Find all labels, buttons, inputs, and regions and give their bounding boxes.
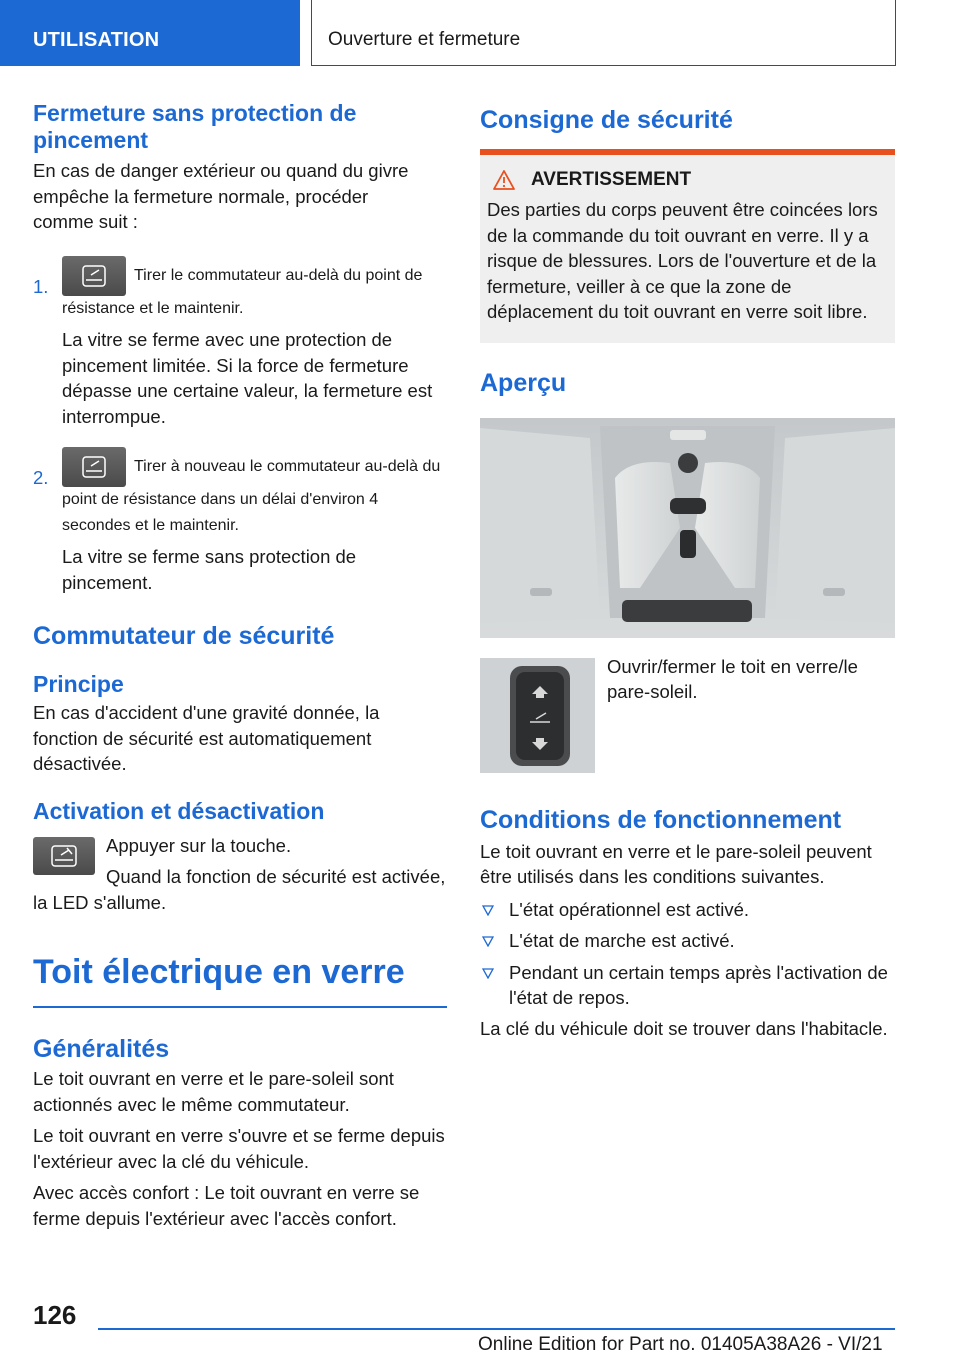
warning-title: AVERTISSEMENT <box>531 169 692 190</box>
step-text: Tirer le commutateur au-delà du point de résistance et le maintenir. <box>62 266 423 317</box>
chapter-heading-toit: Toit électrique en verre <box>33 953 405 991</box>
paragraph-generalites-3: Avec accès confort : Le toit ouvrant en verre se ferme depuis l'extérieur avec l'accès confort. <box>33 1182 420 1229</box>
footer-rule <box>98 1328 895 1330</box>
left-column <box>33 100 447 1231</box>
triangle-bullet-icon <box>482 905 494 916</box>
chapter-rule <box>33 1006 447 1008</box>
step-result: La vitre se ferme avec une protection de pincement limitée. Si la force de fermeture dépasse une certaine valeur, la fermeture est interrompue. <box>62 329 433 427</box>
heading-consigne-securite: Consigne de sécurité <box>480 106 733 134</box>
triangle-bullet-icon <box>482 936 494 947</box>
roof-switch-photo <box>480 658 595 773</box>
step-text: Tirer à nouveau le commutateur au-delà du point de résistance dans un délai d'environ 4 secondes et le maintenir. <box>62 458 441 534</box>
step-2 <box>33 447 447 595</box>
triangle-bullet-icon <box>482 968 494 979</box>
edition-note: Online Edition for Part no. 01405A38A26 - VI/21 <box>478 1334 883 1355</box>
paragraph-conditions: Le toit ouvrant en verre et le pare-soleil peuvent être utilisés dans les conditions suivantes. <box>480 840 872 887</box>
section-tab: UTILISATION <box>0 0 300 66</box>
heading-apercu: Aperçu <box>480 368 567 397</box>
paragraph-generalites-2: Le toit ouvrant en verre s'ouvre et se ferme depuis l'extérieur avec la clé du véhicule. <box>33 1125 445 1172</box>
page-number: 126 <box>33 1300 77 1330</box>
paragraph-fermeture-intro: En cas de danger extérieur ou quand du givre empêche la fermeture normale, procéder comme suit : <box>33 160 409 232</box>
paragraph-generalites-1: Le toit ouvrant en verre et le pare-soleil sont actionnés avec le même commutateur. <box>33 1068 394 1115</box>
safety-switch-key-icon <box>33 837 95 875</box>
switch-caption: Ouvrir/fermer le toit en verre/le pare-soleil. <box>607 655 858 702</box>
window-switch-key-icon <box>62 256 126 296</box>
heading-fermeture-sans-protection: Fermeture sans protection de pincement <box>33 100 357 153</box>
step-result: La vitre se ferme sans protection de pincement. <box>62 546 357 593</box>
step-number: 1. <box>33 275 49 297</box>
activation-block <box>33 833 447 916</box>
paragraph-led: Quand la fonction de sécurité est activée, la LED s'allume. <box>33 866 446 913</box>
step-number: 2. <box>33 467 49 488</box>
heading-commutateur-securite: Commutateur de sécurité <box>33 622 335 650</box>
warning-block <box>480 149 895 343</box>
list-item: Pendant un certain temps après l'activation de l'état de repos. <box>480 960 895 1011</box>
list-item: L'état opérationnel est activé. <box>480 897 895 923</box>
paragraph-appuyer: Appuyer sur la touche. <box>106 834 292 856</box>
right-column <box>480 100 895 1041</box>
paragraph-cle: La clé du véhicule doit se trouver dans l'habitacle. <box>480 1017 888 1039</box>
warning-triangle-icon <box>493 170 515 190</box>
heading-activation: Activation et désactivation <box>33 797 325 824</box>
heading-generalites: Généralités <box>33 1035 170 1063</box>
step-1 <box>33 256 447 430</box>
list-item: L'état de marche est activé. <box>480 928 895 954</box>
overhead-console-photo <box>480 418 895 638</box>
window-switch-key-icon <box>62 447 126 487</box>
switch-figure-row <box>480 655 895 774</box>
chapter-title: Ouverture et fermeture <box>311 0 896 66</box>
paragraph-principe: En cas d'accident d'une gravité donnée, la fonction de sécurité est automatiquement désactivée. <box>33 702 380 774</box>
warning-text: Des parties du corps peuvent être coincées lors de la commande du toit ouvrant en verre. Il y a risque de blessures. Lors de l'ouverture et de la fermeture, veiller à ce que la zone de déplacement du toit ouvrant en verre soit libre. <box>487 199 878 322</box>
page-header <box>0 0 960 66</box>
heading-principe: Principe <box>33 671 124 697</box>
heading-conditions: Conditions de fonctionnement <box>480 805 842 834</box>
